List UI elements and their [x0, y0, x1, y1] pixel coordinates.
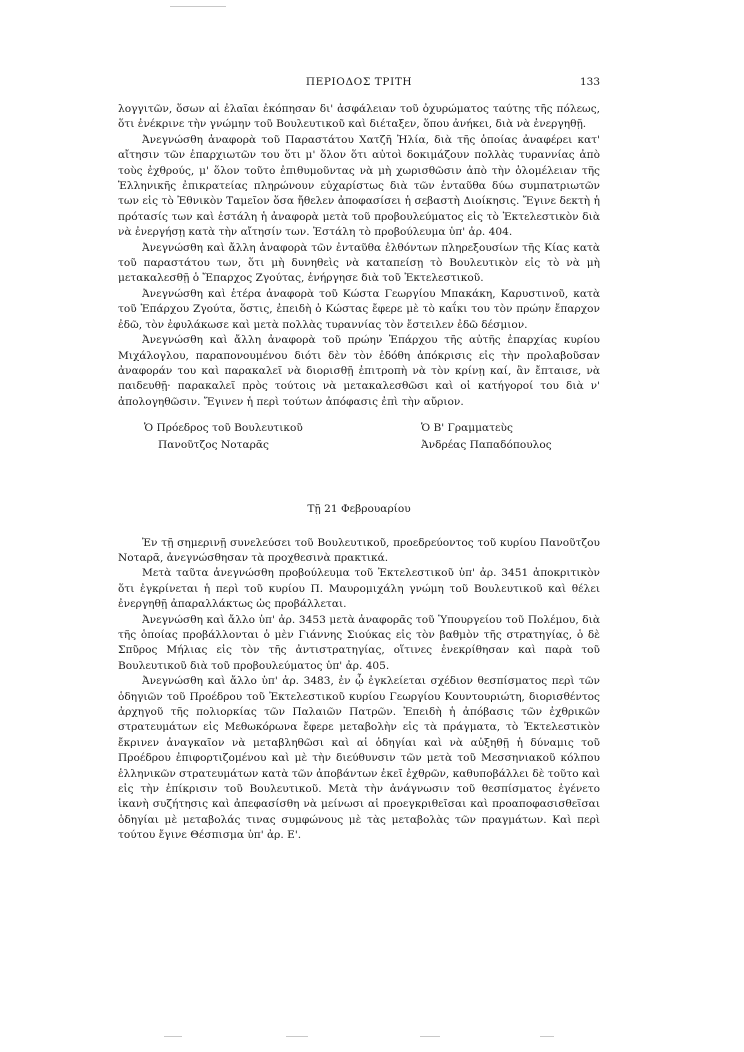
- signature-title: Ὁ Β' Γραμματεὺς: [421, 422, 513, 435]
- scan-artifact-bottom: [164, 1036, 182, 1037]
- signature-name: Ἀνδρέας Παπαδόπουλος: [421, 439, 552, 452]
- scan-artifact-bottom: [286, 1036, 308, 1037]
- paragraph: Ἀνεγνώσθη καὶ ἄλλο ὑπ' ἀρ. 3483, ἐν ᾧ ἐγκλείεται σχέδιον θεσπίσματος περὶ τῶν ὁδηγιῶν τοῦ Προέδρου τοῦ Ἐκτελεστικοῦ κυρίου Γεωργίου Κουντουριώτη, διορισθέντος ἀρχηγοῦ τῆς πολιορκίας τῶν Παλαιῶν Πατρῶν. Ἐπειδὴ ἡ ἀπόβασις τῶν ἐχθρικῶν στρατευμάτων εἰς Μεθωκόρωνα ἔφερε μεταβολὴν εἰς τὰ πράγματα, τὸ Ἐκτελεστικὸν ἔκρινεν ἀναγκαῖον νὰ μεταβληθῶσι καὶ αἱ ὁδηγίαι καὶ νὰ αὐξηθῇ ἡ δύναμις τοῦ Προέδρου ἐπιφορτιζομένου καὶ μὲ τὴν διεύθυνσιν τῶν μετὰ τοῦ Μεσσηνιακοῦ κόλπου ἑλληνικῶν στρατευμάτων κατὰ τῶν ἀποβάντων ἐκεῖ ἐχθρῶν, καθυποβάλλει δὲ τοῦτο καὶ εἰς τὴν ἐπίκρισιν τοῦ Βουλευτικοῦ. Μετὰ τὴν ἀνάγνωσιν τοῦ θεσπίσματος ἐγένετο ἱκανὴ συζήτησις καὶ ἀπεφασίσθη νὰ μείνωσι αἱ προεγκριθεῖσαι καὶ προαποφασισθεῖσαι ὁδηγίαι μὲ μεταβολάς τινας συμφώνους μὲ τὰς μεταβολὰς τῶν πραγμάτων. Καὶ περὶ τούτου ἔγινε Θέσπισμα ὑπ' ἀρ. Ε'.: [118, 675, 600, 842]
- running-header: [118, 76, 600, 94]
- header-title: ΠΕΡΙΟΔΟΣ ΤΡΙΤΗ: [305, 76, 413, 88]
- signature-title: Ὁ Πρόεδρος τοῦ Βουλευτικοῦ: [144, 422, 303, 435]
- paragraph: Ἀνεγνώσθη καὶ ἄλλη ἀναφορὰ τῶν ἐνταῦθα ἐλθόντων πληρεξουσίων τῆς Κίας κατὰ τοῦ παραστάτου των, ὅτι μὴ δυνηθεὶς νὰ καταπείσῃ τὸ Βουλευτικὸν εἰς τὸ νὰ μὴ μετακαλεσθῇ ὁ Ἔπαρχος Ζγούτας, ἐνήργησε διὰ τοῦ Ἐκτελεστικοῦ.: [118, 241, 600, 285]
- signature-president: [118, 420, 323, 454]
- signature-secretary: [323, 420, 600, 454]
- paragraph: Ἀνεγνώσθη ἀναφορὰ τοῦ Παραστάτου Χατζῆ Ἠλία, διὰ τῆς ὁποίας ἀναφέρει κατ' αἴτησιν τῶν ἐπαρχιωτῶν του ὅτι μ' ὅλον ὅτι αὐτοὶ δοκιμάζουν πολλὰς τυραννίας ἀπὸ τοὺς ἐχθρούς, μ' ὅλον τοῦτο ἐπιθυμοῦντας νὰ μὴ χωρισθῶσιν ἀπὸ τὴν ὁλομέλειαν τῆς Ἑλληνικῆς ἐπικρατείας πληρώνουν εὐχαρίστως διὰ τῶν ἐνταῦθα δύω συμπατριωτῶν των εἰς τὸ Ἐθνικὸν Ταμεῖον ὅσα ἤθελεν ἀποφασίσει ἡ σεβαστὴ Διοίκησις. Ἔγινε δεκτὴ ἡ πρότασίς των καὶ ἐστάλη ἡ ἀναφορὰ μετὰ τοῦ προβουλεύματος εἰς τὸ Ἐκτελεστικὸν διὰ νὰ ἐνεργήσῃ κατὰ τὴν αἴτησίν των. Ἐστάλη τὸ προβούλευμα ὑπ' ἀρ. 404.: [118, 133, 600, 239]
- date-heading: Τῇ 21 Φεβρουαρίου: [307, 503, 411, 516]
- signature-name: Πανοῦτζος Νοταρᾶς: [158, 439, 269, 452]
- signature-block: [118, 420, 600, 454]
- paragraph: Ἀνεγνώσθη καὶ ἄλλο ὑπ' ἀρ. 3453 μετὰ ἀναφορᾶς τοῦ Ὑπουργείου τοῦ Πολέμου, διὰ τῆς ὁποίας προβάλλονται ὁ μὲν Γιάννης Σιούκας εἰς τὸν βαθμὸν τῆς στρατηγίας, ὁ δὲ Σπῦρος Μήλιας εἰς τὸν τῆς ἀντιστρατηγίας, οἵτινες ἐνεκρίθησαν καὶ παρὰ τοῦ Βουλευτικοῦ διὰ τοῦ προβουλεύματος ὑπ' ἀρ. 405.: [118, 613, 600, 672]
- paragraph: λογγιτῶν, ὅσων αἱ ἐλαῖαι ἐκόπησαν δι' ἀσφάλειαν τοῦ ὀχυρώματος ταύτης τῆς πόλεως, ὅτι ἐνέκρινε τὴν γνώμην τοῦ Βουλευτικοῦ καὶ διέταξεν, ὅπου ἀνήκει, διὰ νὰ ἐνεργηθῇ.: [118, 103, 600, 131]
- paragraph: Ἀνεγνώσθη καὶ ἑτέρα ἀναφορὰ τοῦ Κώστα Γεωργίου Μπακάκη, Καρυστινοῦ, κατὰ τοῦ Ἐπάρχου Ζγούτα, ὅστις, ἐπειδὴ ὁ Κώστας ἔφερε μὲ τὸ καΐκι του τὸν πρώην ἔπαρχον ἐδῶ, τὸν ἐφυλάκωσε καὶ μετὰ πολλὰς τυραννίας τὸν ἔστειλεν ἐδῶ δέσμιον.: [118, 287, 600, 331]
- page-body: [118, 102, 600, 844]
- scan-artifact-top: [170, 6, 226, 7]
- paragraph: Μετὰ ταῦτα ἀνεγνώσθη προβούλευμα τοῦ Ἐκτελεστικοῦ ὑπ' ἀρ. 3451 ἀποκριτικὸν ὅτι ἐγκρίνεται ἡ περὶ τοῦ κυρίου Π. Μαυρομιχάλη γνώμη τοῦ Βουλευτικοῦ καὶ θέλει ἐνεργηθῇ ἀπαραλλάκτως ὡς προβάλλεται.: [118, 567, 600, 611]
- scan-artifact-bottom: [420, 1036, 440, 1037]
- scan-artifact-bottom: [540, 1036, 554, 1037]
- paragraph: Ἀνεγνώσθη καὶ ἄλλη ἀναφορὰ τοῦ πρώην Ἐπάρχου τῆς αὐτῆς ἐπαρχίας κυρίου Μιχάλογλου, παραπονουμένου διότι δὲν τὸν ἐδόθη ἀπόκρισις εἰς τὴν προλαβοῦσαν ἀναφοράν του καὶ παρακαλεῖ νὰ διορισθῇ ἐπιτροπὴ νὰ τὸν κρίνῃ καί, ἂν ἔπταισε, νὰ παιδευθῇ· παρακαλεῖ πρὸς τούτοις νὰ μετακαλεσθῶσι καὶ οἱ κατήγοροί του διὰ ν' ἀπολογηθῶσιν. Ἔγινεν ἡ περὶ τούτων ἀπόφασις ἐπὶ τὴν αὔριον.: [118, 334, 600, 408]
- paragraph: Ἐν τῇ σημερινῇ συνελεύσει τοῦ Βουλευτικοῦ, προεδρεύοντος τοῦ κυρίου Πανοῦτζου Νοταρᾶ, ἀνεγνώσθησαν τὰ προχθεσινὰ πρακτικά.: [118, 536, 600, 564]
- page-number: 133: [579, 76, 600, 88]
